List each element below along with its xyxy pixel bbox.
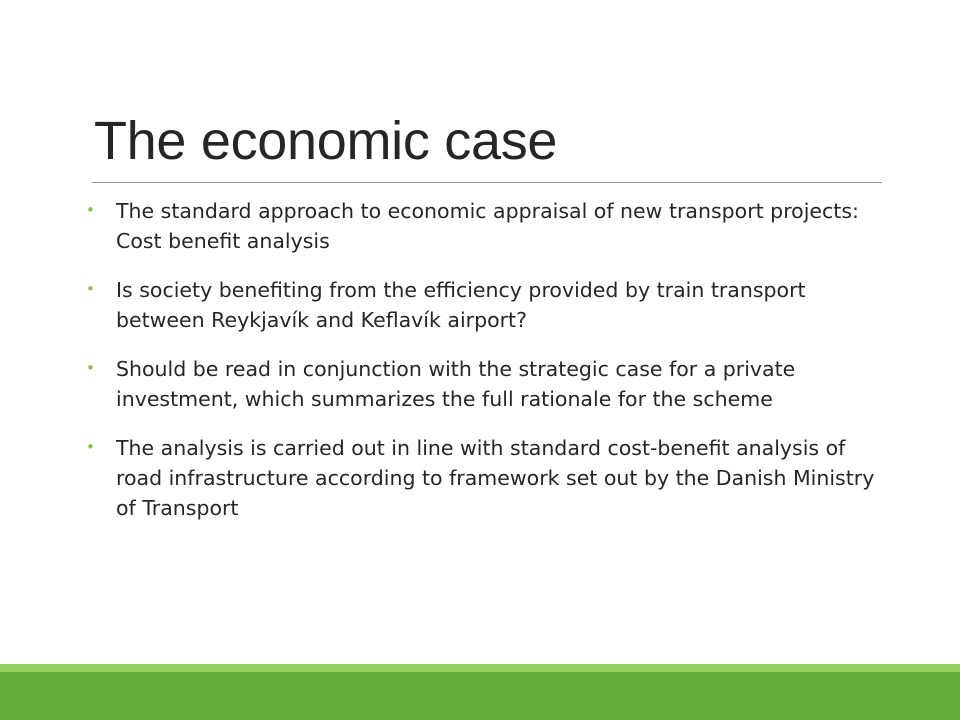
footer-band-highlight	[0, 664, 960, 672]
bullet-dot-icon: •	[86, 438, 95, 456]
bullet-text: The standard approach to economic appraisal of new transport projects: Cost benefit analysis	[116, 199, 859, 253]
bullet-dot-icon: •	[86, 201, 95, 219]
bullet-dot-icon: •	[86, 359, 95, 377]
bullet-item	[86, 196, 886, 256]
bullet-list	[86, 196, 886, 542]
bullet-item	[86, 433, 886, 523]
slide-title: The economic case	[94, 111, 558, 171]
bullet-item	[86, 354, 886, 414]
title-divider	[92, 182, 882, 183]
bullet-text: The analysis is carried out in line with standard cost-benefit analysis of road infrastructure according to framework set out by the Danish Ministry of Transport	[116, 436, 875, 520]
bullet-text: Should be read in conjunction with the strategic case for a private investment, which summarizes the full rationale for the scheme	[116, 357, 796, 411]
bullet-item	[86, 275, 886, 335]
bullet-text: Is society benefiting from the efficiency provided by train transport between Reykjavík and Keflavík airport?	[116, 278, 806, 332]
bullet-dot-icon: •	[86, 280, 95, 298]
footer-band	[0, 672, 960, 720]
